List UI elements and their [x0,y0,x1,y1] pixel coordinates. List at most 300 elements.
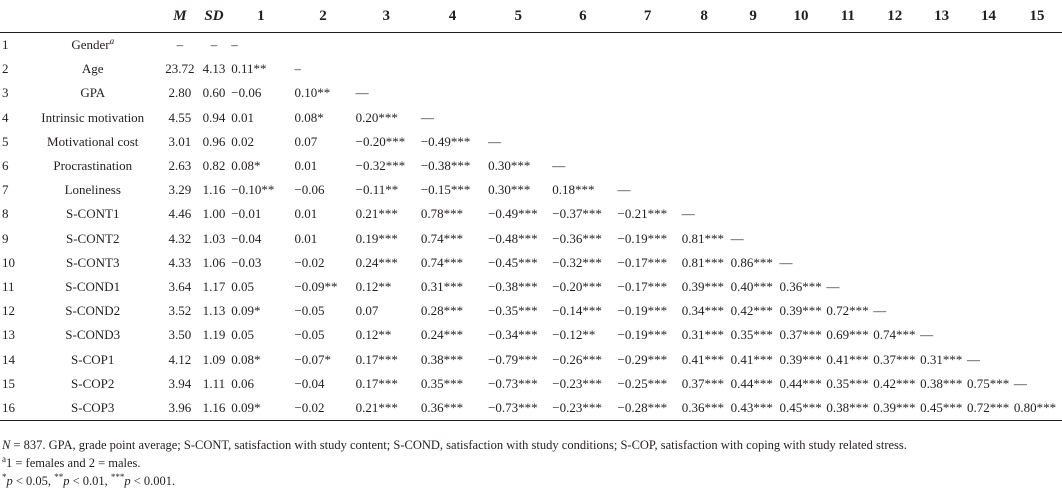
correlation-cell [965,227,1012,251]
correlation-cell [778,130,825,154]
table-row [0,130,1062,154]
sd-cell: 1.19 [202,327,226,343]
note-sample [2,436,1060,454]
variable-name: S-CONT3 [66,254,120,270]
sd-cell: 1.00 [202,206,226,222]
mean-cell: 4.32 [168,230,192,246]
header-col-8: 8 [680,0,729,33]
correlation-cell: −0.05 [294,303,325,319]
variable-name: Gender [71,37,110,53]
mean-cell: 3.96 [161,396,199,421]
correlation-cell: −0.37*** [552,206,602,222]
correlation-cell: 0.41*** [730,351,773,367]
variable-name-cell [24,275,161,299]
header-col-11: 11 [824,0,871,33]
mean-cell: 3.94 [168,375,192,391]
correlation-cell: 0.39*** [779,303,822,319]
row-number: 8 [2,206,9,222]
row-number: 1 [2,37,9,53]
correlation-cell: 0.01 [231,109,255,125]
correlation-cell: 0.17*** [355,351,398,367]
variable-name-cell [24,372,161,396]
correlation-cell [871,227,918,251]
correlation-cell: 0.74*** [420,230,464,246]
correlation-cell: 0.17*** [355,375,398,391]
table-row [0,202,1062,226]
table-row [0,81,1062,105]
correlation-cell: 0.07 [355,303,379,319]
correlation-cell: 0.35*** [826,375,869,391]
correlation-cell: 0.01 [294,206,318,222]
correlation-cell: — [779,254,793,270]
correlation-cell: −0.19*** [617,327,668,343]
correlation-cell: 0.44*** [730,375,773,391]
table-row [0,154,1062,178]
correlation-cell [778,154,825,178]
correlation-cell: 0.38*** [420,351,464,367]
correlation-cell [918,178,965,202]
correlation-cell [965,81,1012,105]
row-number: 11 [2,278,15,294]
correlation-cell: 0.34*** [681,303,724,319]
correlation-cell [918,106,965,130]
correlation-cell [778,57,825,81]
variable-name-cell [24,396,161,421]
correlation-cell: 0.74*** [873,327,916,343]
variable-name: GPA [80,85,106,101]
correlation-cell: — [420,109,434,125]
table-header-row [0,0,1062,33]
correlation-cell [1012,347,1062,371]
correlation-cell: −0.02 [294,254,325,270]
correlation-cell [550,130,615,154]
correlation-cell: 0.09* [231,303,261,319]
correlation-cell [616,106,680,130]
correlation-cell [419,33,486,58]
correlation-cell [778,81,825,105]
variable-name-cell [24,299,161,323]
correlation-cell [918,57,965,81]
correlation-cell [680,57,729,81]
correlation-cell [778,227,825,251]
correlation-cell: — [826,278,840,294]
variable-name: Procrastination [53,158,133,174]
correlation-cell [729,57,778,81]
header-col-2: 2 [292,0,353,33]
correlation-cell: −0.06 [231,85,262,101]
correlation-cell: −0.26*** [552,351,602,367]
mean-cell: 2.80 [168,85,192,101]
correlation-cell: 0.69*** [826,327,869,343]
sd-cell: 1.17 [202,278,226,294]
correlation-cell: 0.80*** [1012,396,1062,421]
correlation-cell: −0.79*** [488,351,538,367]
correlation-cell [824,130,871,154]
sd-cell: 1.03 [202,230,226,246]
correlation-cell: −0.04 [231,230,262,246]
variable-name-cell [24,57,161,81]
correlation-cell: −0.36*** [552,230,602,246]
variable-name: S-COP1 [71,351,115,367]
row-number: 14 [2,351,15,367]
mean-cell: 23.72 [165,61,195,77]
variable-name-cell [24,323,161,347]
correlation-cell: 0.30*** [488,158,531,174]
variable-name-cell [24,251,161,275]
correlation-cell [1012,251,1062,275]
correlation-cell [354,33,419,58]
correlation-cell: 0.31*** [681,327,724,343]
variable-name: Motivational cost [47,133,139,149]
table-row [0,57,1062,81]
table-row [0,299,1062,323]
correlation-cell [486,106,550,130]
sd-cell: 4.13 [202,61,226,77]
correlation-cell: 0.45*** [918,396,965,421]
table-row [0,33,1062,58]
correlation-cell: −0.11** [355,182,399,198]
correlation-cell: 0.81*** [681,230,724,246]
header-blank [0,0,24,33]
correlation-cell: −0.23*** [550,396,615,421]
correlation-cell [1012,154,1062,178]
correlation-cell: −0.20*** [355,133,406,149]
correlation-cell [680,81,729,105]
correlation-cell [616,81,680,105]
correlation-cell: 0.39*** [779,351,822,367]
correlation-cell: 0.38*** [824,396,871,421]
correlation-cell [918,251,965,275]
header-col-7: 7 [616,0,680,33]
correlation-cell [729,81,778,105]
header-sd: SD [199,0,230,33]
correlation-cell [486,57,550,81]
correlation-cell [1012,57,1062,81]
correlation-cell [419,81,486,105]
variable-name-cell [24,130,161,154]
correlation-cell [1012,323,1062,347]
correlation-cell [729,178,778,202]
variable-name-cell [24,81,161,105]
correlation-cell [550,81,615,105]
correlation-cell: −0.32*** [552,254,602,270]
table-body [0,33,1062,421]
correlation-cell: 0.35*** [730,327,773,343]
correlation-cell: 0.41*** [826,351,869,367]
correlation-cell [1012,130,1062,154]
correlation-cell [550,106,615,130]
variable-name: S-CONT2 [66,230,120,246]
row-number: 16 [0,396,24,421]
correlation-cell: 0.72*** [826,303,869,319]
correlation-cell [1012,299,1062,323]
sd-cell: 0.82 [202,158,226,174]
correlation-cell [419,57,486,81]
variable-name: Age [81,61,104,77]
correlation-cell: 0.24*** [420,327,464,343]
correlation-cell [616,33,680,58]
correlation-cell: 0.08* [294,109,324,125]
correlation-cell [1012,227,1062,251]
sig-stars-2: ** [54,472,64,482]
variable-name-cell [24,106,161,130]
correlation-cell [965,154,1012,178]
row-number: 7 [2,182,9,198]
correlation-cell [680,106,729,130]
correlation-cell: −0.06 [294,182,325,198]
variable-name-cell [24,227,161,251]
correlation-cell: 0.09* [229,396,292,421]
correlation-cell [871,251,918,275]
correlation-cell [871,154,918,178]
table-row [0,396,1062,421]
sd-cell: 0.60 [202,85,226,101]
correlation-cell: 0.05 [231,278,255,294]
correlation-cell [778,202,825,226]
correlation-cell [729,154,778,178]
table-row [0,106,1062,130]
correlation-cell [616,57,680,81]
correlation-cell [871,130,918,154]
sig-text-3: < 0.001. [130,474,176,488]
variable-name-cell [24,202,161,226]
header-col-10: 10 [778,0,825,33]
correlation-cell [918,227,965,251]
correlation-cell: −0.73*** [486,396,550,421]
correlation-cell: −0.35*** [488,303,538,319]
correlation-cell: 0.30*** [488,182,531,198]
header-col-12: 12 [871,0,918,33]
mean-cell: – [176,37,184,53]
sig-p-1: p [6,474,13,488]
correlation-cell [871,33,918,58]
correlation-cell [1012,275,1062,299]
correlation-cell: 0.24*** [355,254,398,270]
mean-cell: 2.63 [168,158,192,174]
note-n-label: N [2,438,11,452]
correlation-cell [965,202,1012,226]
correlation-cell: −0.45*** [488,254,538,270]
row-number: 10 [2,254,15,270]
correlation-cell: 0.08* [231,351,261,367]
correlation-cell: — [967,351,981,367]
variable-name: S-COP3 [71,399,115,415]
correlation-cell: 0.37*** [779,327,822,343]
correlation-cell [1012,202,1062,226]
row-number: 13 [2,327,15,343]
row-number: 4 [2,109,9,125]
sd-cell: 1.09 [202,351,226,367]
correlation-cell: 0.21*** [354,396,419,421]
variable-name-cell [24,33,161,58]
correlation-cell [824,154,871,178]
header-mean: M [161,0,199,33]
row-number: 6 [2,158,9,174]
table-row [0,251,1062,275]
sig-p-3: p [124,474,131,488]
correlation-cell: −0.03 [231,254,262,270]
correlation-cell [680,154,729,178]
table-row [0,227,1062,251]
correlation-cell [965,57,1012,81]
correlation-cell: −0.23*** [552,375,602,391]
sig-stars-3: *** [110,472,125,482]
row-number: 15 [2,375,15,391]
correlation-cell: −0.29*** [617,351,668,367]
header-variable [24,0,161,33]
note-n-text: = 837. GPA, grade point average; S-CONT, satisfaction with study content; S-COND, satisfaction with study conditions; S-COP, satisfaction with coping with study related stress. [10,438,907,452]
correlation-cell [1012,81,1062,105]
correlation-cell [486,81,550,105]
correlation-cell: — [355,85,369,101]
correlation-cell: 0.39*** [871,396,918,421]
correlation-cell: −0.02 [292,396,353,421]
correlation-cell: −0.38*** [420,158,471,174]
correlation-cell: 0.45*** [778,396,825,421]
correlation-cell: 0.11** [231,61,267,77]
correlation-cell [550,33,615,58]
correlation-cell: −0.20*** [552,278,602,294]
header-col-15: 15 [1012,0,1062,33]
correlation-cell: −0.15*** [420,182,471,198]
correlation-cell: 0.40*** [730,278,773,294]
sd-cell: 0.94 [202,109,226,125]
sd-cell: 1.16 [199,396,230,421]
correlation-cell [871,81,918,105]
correlation-cell [918,130,965,154]
correlation-cell: 0.21*** [355,206,398,222]
correlation-cell: — [730,230,744,246]
correlation-cell: 0.01 [294,230,318,246]
correlation-cell [965,178,1012,202]
header-col-1: 1 [229,0,292,33]
correlation-cell: 0.37*** [681,375,724,391]
correlation-cell: 0.36*** [779,278,822,294]
correlation-cell: 0.42*** [873,375,916,391]
correlation-cell: −0.17*** [617,278,668,294]
correlation-cell [965,33,1012,58]
correlation-cell: −0.05 [294,327,325,343]
correlation-cell: −0.19*** [617,303,668,319]
correlation-cell: −0.28*** [616,396,680,421]
correlation-cell [871,57,918,81]
variable-name: S-COND3 [65,327,121,343]
variable-name-cell [24,154,161,178]
correlation-cell: 0.02 [231,133,255,149]
correlation-cell [918,33,965,58]
row-number: 5 [2,133,9,149]
sig-text-1: < 0.05, [12,474,55,488]
correlation-cell: 0.35*** [420,375,464,391]
correlation-cell: −0.48*** [488,230,538,246]
correlation-cell: 0.05 [231,327,255,343]
correlation-cell: −0.10** [231,182,275,198]
correlation-cell [1012,178,1062,202]
variable-name: S-CONT1 [66,206,120,222]
correlation-cell: 0.37*** [873,351,916,367]
variable-name: Intrinsic motivation [41,109,145,125]
correlation-cell: 0.81*** [681,254,724,270]
table-row [0,372,1062,396]
correlation-cell [824,106,871,130]
correlation-cell [680,33,729,58]
correlation-cell: −0.09** [294,278,338,294]
correlation-cell [965,323,1012,347]
correlation-cell: – [294,61,301,77]
correlation-cell [729,106,778,130]
correlation-cell: 0.72*** [965,396,1012,421]
correlation-cell: 0.19*** [355,230,398,246]
variable-footnote-mark: a [109,36,115,47]
correlation-cell: 0.41*** [681,351,724,367]
mean-cell: 3.50 [168,327,192,343]
correlation-cell [918,299,965,323]
correlation-cell [616,154,680,178]
correlation-cell: 0.01 [294,158,318,174]
correlation-cell [965,106,1012,130]
correlation-cell [824,227,871,251]
correlation-cell: 0.44*** [779,375,822,391]
correlation-cell [1012,33,1062,58]
correlation-cell: 0.78*** [420,206,464,222]
correlation-cell [680,178,729,202]
correlation-cell [871,178,918,202]
sig-text-2: < 0.01, [69,474,111,488]
correlation-cell [824,81,871,105]
row-number: 9 [2,230,9,246]
correlation-cell: 0.08* [231,158,261,174]
correlation-cell: −0.49*** [420,133,471,149]
correlation-cell: 0.31*** [920,351,963,367]
variable-name: Loneliness [64,182,121,198]
variable-name: S-COND1 [65,278,121,294]
mean-cell: 3.52 [168,303,192,319]
sig-stars-1: * [2,472,7,482]
correlation-cell [965,130,1012,154]
sd-cell: 1.16 [202,182,226,198]
correlation-cell [778,106,825,130]
correlation-cell [824,202,871,226]
mean-cell: 3.29 [168,182,192,198]
correlation-cell: — [873,303,887,319]
correlation-cell [292,33,353,58]
table-notes [2,436,1060,490]
correlation-cell [550,57,615,81]
correlation-cell [918,81,965,105]
variable-name: S-COND2 [65,303,121,319]
correlation-cell [918,202,965,226]
mean-cell: 3.01 [168,133,192,149]
correlation-cell: — [1013,375,1027,391]
mean-cell: 3.64 [168,278,192,294]
correlation-cell: −0.17*** [617,254,668,270]
correlation-cell: 0.28*** [420,303,464,319]
correlation-cell: 0.10** [294,85,331,101]
correlation-cell: 0.74*** [420,254,464,270]
correlation-cell: −0.38*** [488,278,538,294]
variable-name: S-COP2 [71,375,115,391]
correlation-cell [965,251,1012,275]
correlation-cell: 0.06 [231,375,255,391]
table-row [0,275,1062,299]
correlation-cell: 0.43*** [729,396,778,421]
correlation-cell: 0.20*** [355,109,398,125]
correlation-cell: — [920,327,934,343]
correlation-cell [729,202,778,226]
correlation-cell: −0.07* [294,351,332,367]
table-row [0,323,1062,347]
note-a-sup: a [2,454,6,464]
